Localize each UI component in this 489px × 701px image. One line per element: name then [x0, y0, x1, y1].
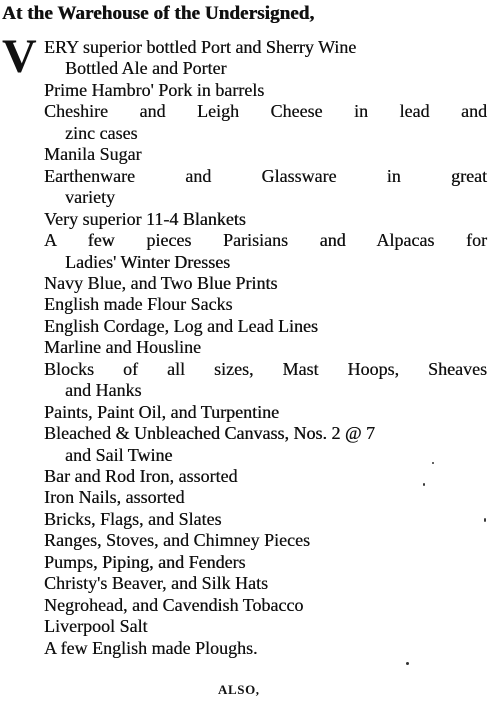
- goods-line: and Hanks: [65, 380, 142, 401]
- goods-line: Cheshire and Leigh Cheese in lead and: [44, 101, 487, 122]
- goods-line: Marline and Housline: [44, 337, 201, 358]
- goods-line: English Cordage, Log and Lead Lines: [44, 315, 318, 336]
- goods-line: Blocks of all sizes, Mast Hoops, Sheaves: [44, 358, 487, 379]
- goods-line: Manila Sugar: [44, 144, 142, 165]
- goods-line: Christy's Beaver, and Silk Hats: [44, 573, 268, 594]
- goods-line: Navy Blue, and Two Blue Prints: [44, 272, 278, 293]
- goods-line: Pumps, Piping, and Fenders: [44, 551, 246, 572]
- goods-line: Bricks, Flags, and Slates: [44, 508, 222, 529]
- print-speck: [423, 483, 425, 486]
- goods-line: A few pieces Parisians and Alpacas for: [44, 230, 487, 251]
- goods-line: zinc cases: [65, 122, 138, 143]
- goods-line: Bleached & Unbleached Canvass, Nos. 2 @ 7: [44, 423, 375, 444]
- goods-line: Bar and Rod Iron, assorted: [44, 466, 238, 486]
- goods-line: Earthenware and Glassware in great: [44, 165, 487, 186]
- goods-line: Prime Hambro' Pork in barrels: [44, 79, 265, 100]
- goods-line: A few English made Ploughs.: [44, 637, 258, 658]
- also-footer: ALSO,: [218, 682, 260, 697]
- drop-cap-letter: V: [2, 30, 37, 83]
- print-speck: [406, 662, 409, 665]
- goods-line: ERY superior bottled Port and Sherry Wine: [44, 37, 357, 57]
- goods-line: Paints, Paint Oil, and Turpentine: [44, 401, 280, 422]
- goods-line: Negrohead, and Cavendish Tobacco: [44, 594, 304, 615]
- goods-line: variety: [65, 187, 115, 208]
- goods-line: and Sail Twine: [65, 444, 173, 465]
- goods-line: Iron Nails, assorted: [44, 487, 185, 508]
- goods-line: Very superior 11-4 Blankets: [44, 208, 246, 229]
- goods-line: Liverpool Salt: [44, 616, 148, 637]
- print-speck: [432, 462, 434, 464]
- goods-line: Ladies' Winter Dresses: [65, 251, 231, 272]
- goods-line: English made Flour Sacks: [44, 294, 233, 315]
- print-speck: [484, 518, 486, 522]
- goods-line: Ranges, Stoves, and Chimney Pieces: [44, 530, 310, 551]
- goods-line: Bottled Ale and Porter: [65, 58, 227, 79]
- advertisement-heading: At the Warehouse of the Undersigned,: [2, 3, 315, 24]
